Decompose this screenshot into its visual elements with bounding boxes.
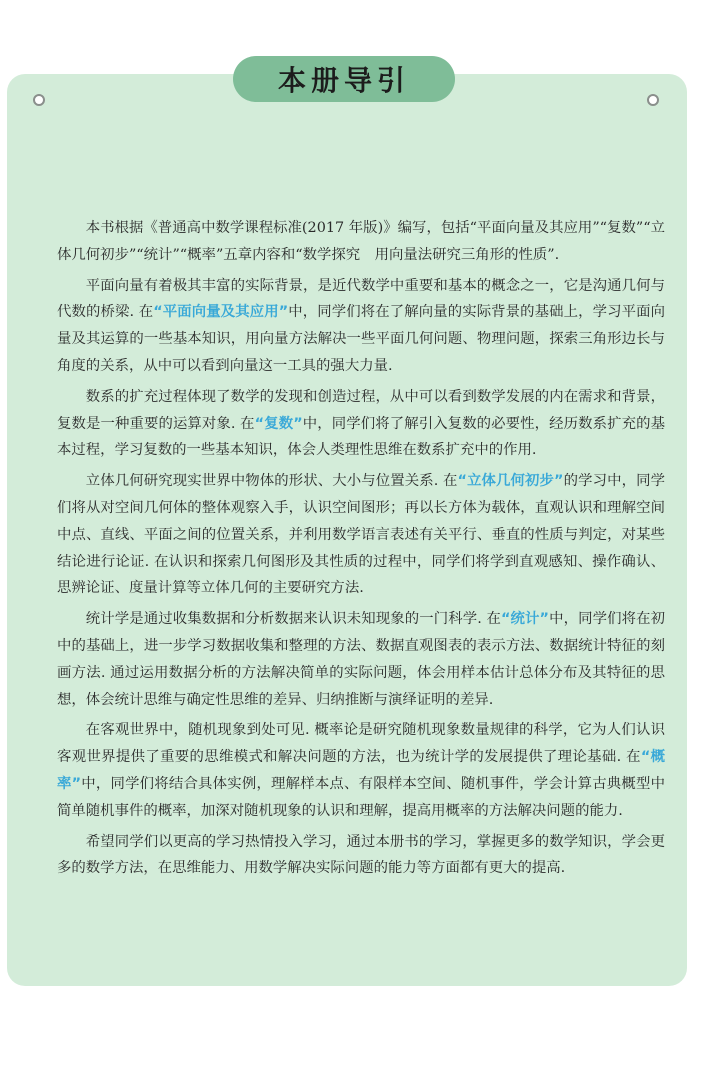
body-paragraph — [57, 717, 665, 824]
chapter-name-highlight: “平面向量及其应用” — [153, 304, 289, 321]
paragraph-text: 立体几何研究现实世界中物体的形状、大小与位置关系. 在 — [85, 473, 458, 490]
body-paragraph — [57, 384, 665, 464]
paragraph-text: 数系的扩充过程体现了数学的发现和创造过程，从中可以看到数学发展的内在需求和背景，复数是一种重要的运算对象. 在 — [57, 388, 665, 432]
paragraph-text: 中，同学们将了解引入复数的必要性，经历数系扩充的基本过程，学习复数的一些基本知识，体会人类理性思维在数系扩充中的作用. — [57, 415, 665, 459]
paragraph-text: 中，同学们将在初中的基础上，进一步学习数据收集和整理的方法、数据直观图表的表示方法、数据统计特征的刻画方法. 通过运用数据分析的方法解决简单的实际问题，体会用样本估计总体分布及其特征的思想，体会统计思维与确定性思维的差异、归纳推断与演绎证明的差异. — [57, 611, 665, 708]
paragraph-text: 希望同学们以更高的学习热情投入学习，通过本册书的学习，掌握更多的数学知识，学会更多的数学方法，在思维能力、用数学解决实际问题的能力等方面都有更大的提高. — [57, 833, 665, 877]
body-paragraph — [57, 273, 665, 380]
paragraph-text: 平面向量有着极其丰富的实际背景，是近代数学中重要和基本的概念之一，它是沟通几何与代数的桥梁. 在 — [57, 277, 665, 321]
binder-hole-right-icon — [647, 94, 659, 106]
chapter-name-highlight: “概率” — [57, 749, 665, 792]
chapter-name-highlight: “立体几何初步” — [457, 473, 564, 490]
body-paragraph — [57, 829, 665, 883]
paragraph-text: 统计学是通过收集数据和分析数据来认识未知现象的一门科学. 在 — [85, 611, 501, 628]
page-title: 本册导引 — [277, 64, 410, 97]
body-paragraph — [57, 468, 665, 602]
paragraph-text: 的学习中，同学们将从对空间几何体的整体观察入手，认识空间图形；再以长方体为载体，直观认识和理解空间中点、直线、平面之间的位置关系，并利用数学语言表述有关平行、垂直的性质与判定，对某些结论进行论证. 在认识和探索几何图形及其性质的过程中，同学们将学到直观感知、操作确认、思辨论证、度量计算等立体几何的主要研究方法. — [57, 473, 665, 597]
intro-body — [57, 215, 665, 886]
chapter-name-highlight: “复数” — [254, 415, 303, 432]
paragraph-text: 在客观世界中，随机现象到处可见. 概率论是研究随机现象数量规律的科学，它为人们认识客观世界提供了重要的思维模式和解决问题的方法，也为统计学的发展提供了理论基础. 在 — [57, 722, 665, 766]
chapter-name-highlight: “统计” — [500, 611, 550, 628]
title-tab — [233, 56, 455, 102]
body-paragraph — [57, 606, 665, 713]
binder-hole-left-icon — [33, 94, 45, 106]
paragraph-text: 中，同学们将在了解向量的实际背景的基础上，学习平面向量及其运算的一些基本知识，用向量方法解决一些平面几何问题、物理问题，探索三角形边长与角度的关系，从中可以看到向量这一工具的强大力量. — [57, 304, 665, 374]
paragraph-text: 本书根据《普通高中数学课程标准(2017 年版)》编写，包括“平面向量及其应用”“复数”“立体几何初步”“统计”“概率”五章内容和“数学探究 用向量法研究三角形的性质”. — [57, 220, 665, 263]
paragraph-text: 中，同学们将结合具体实例，理解样本点、有限样本空间、随机事件，学会计算古典概型中简单随机事件的概率，加深对随机现象的认识和理解，提高用概率的方法解决问题的能力. — [57, 775, 665, 819]
body-paragraph — [57, 215, 665, 269]
